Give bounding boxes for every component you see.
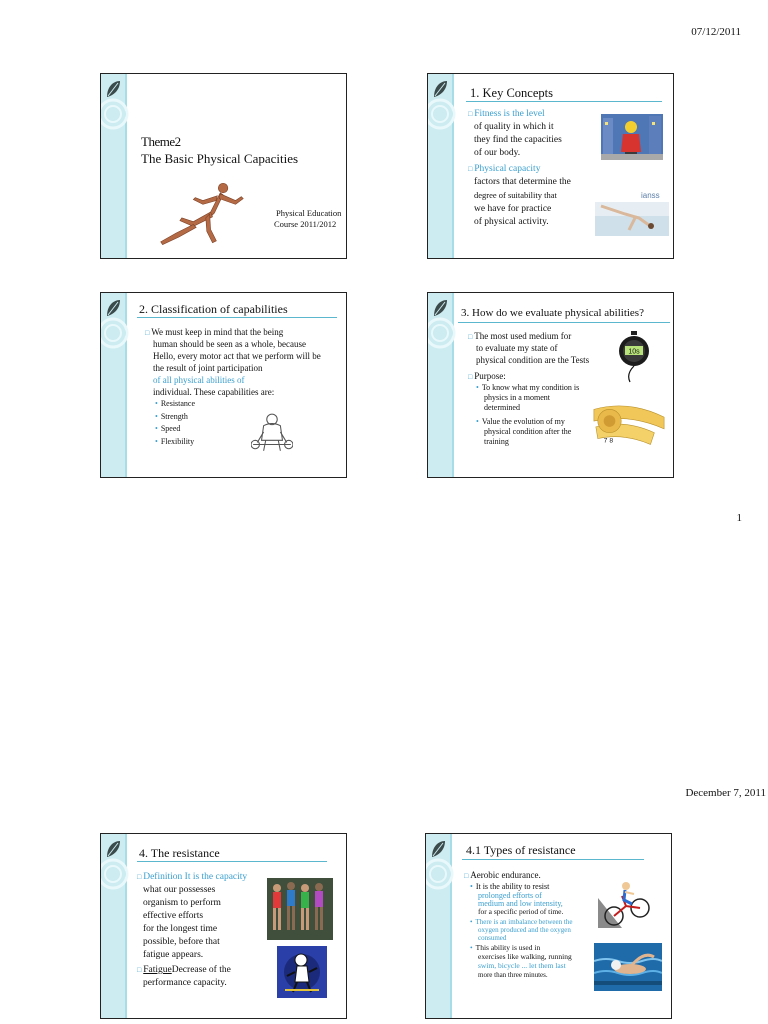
bullet-2-head-text: Purpose: bbox=[474, 371, 506, 381]
sub-3-line-1-text: This ability is used in bbox=[475, 943, 541, 952]
slide-title: 4.1 Types of resistance bbox=[466, 843, 576, 857]
sub-bullet-1-line-2: physics in a moment bbox=[484, 393, 550, 402]
slide-title-line2: The Basic Physical Capacities bbox=[141, 151, 299, 166]
runner-anatomy-image bbox=[153, 177, 249, 249]
square-bullet-icon: □ bbox=[145, 329, 150, 337]
sub-1-line-1: • It is the ability to resist bbox=[470, 882, 550, 891]
gymnast-image bbox=[595, 188, 669, 236]
header-date: 07/12/2011 bbox=[691, 26, 741, 38]
sub-3-line-4: more than three minutes. bbox=[478, 971, 548, 979]
bullet-1-head-text: Fitness is the level bbox=[474, 109, 545, 119]
bullet-2-head bbox=[468, 370, 506, 383]
bullet-1-head bbox=[137, 871, 247, 884]
sub-bullet-2-line-1-text: Value the evolution of my bbox=[481, 417, 565, 426]
bullet-1-head bbox=[468, 108, 545, 121]
square-bullet-icon: □ bbox=[464, 872, 469, 880]
sub-1-line-1-text: It is the ability to resist bbox=[475, 882, 550, 891]
svg-text:ianss: ianss bbox=[641, 191, 660, 200]
para-line-1-text: We must keep in mind that the being bbox=[151, 327, 284, 337]
list-item-label: Strength bbox=[160, 412, 188, 421]
slide-1 bbox=[100, 73, 347, 259]
square-bullet-icon: □ bbox=[468, 333, 473, 341]
para-line-4: the result of joint participation bbox=[153, 363, 263, 373]
para-line-2: human should be seen as a whole, because bbox=[153, 339, 306, 349]
sub-bullet-1-line-3: determined bbox=[484, 403, 520, 412]
bullet-2-line-4: of physical activity. bbox=[474, 217, 549, 227]
slide-title: 4. The resistance bbox=[139, 846, 220, 860]
title-rule bbox=[466, 101, 662, 102]
tape-measure-image bbox=[590, 399, 668, 447]
slide-4 bbox=[427, 292, 674, 478]
sub-3-line-3: swim, bicycle ... let them last bbox=[478, 961, 566, 970]
sub-bullet-1-line-1-text: To know what my condition is bbox=[481, 383, 580, 392]
sub-bullet-2-line-3: training bbox=[484, 437, 509, 446]
square-bullet-icon: □ bbox=[468, 110, 473, 118]
sub-3-line-1: • This ability is used in bbox=[470, 943, 541, 952]
weightlifter-sketch-image bbox=[251, 411, 293, 455]
bullet-1-line-2: organism to perform bbox=[143, 898, 221, 908]
list-item-resistance: • Resistance bbox=[155, 399, 196, 408]
title-rule bbox=[137, 317, 337, 318]
sub-bullet-2-line-2: physical condition after the bbox=[484, 427, 572, 436]
head-bullet-text: Aerobic endurance. bbox=[470, 870, 541, 880]
slide-6 bbox=[425, 833, 672, 1019]
slide-subtitle-line2: Course 2011/2012 bbox=[274, 219, 337, 229]
bullet-1-line-3: effective efforts bbox=[143, 911, 204, 921]
bullet-2-head-text: Physical capacity bbox=[474, 164, 541, 174]
square-bullet-icon: □ bbox=[137, 966, 142, 974]
sub-2-line-1: • There is an imbalance between the bbox=[470, 918, 573, 926]
list-item-label: Resistance bbox=[160, 399, 196, 408]
title-rule bbox=[462, 859, 644, 860]
swimmer-image bbox=[594, 942, 662, 992]
sub-bullet-1-line-1: • To know what my condition is bbox=[476, 383, 580, 392]
bullet-2-head bbox=[137, 964, 231, 977]
bullet-1-line-5: possible, before that bbox=[143, 937, 220, 947]
page-number: 1 bbox=[736, 512, 742, 524]
bullet-1-line-4: for the longest time bbox=[143, 924, 218, 934]
bullet-1-line-3: physical condition are the Tests bbox=[476, 355, 590, 365]
title-rule bbox=[137, 861, 327, 862]
header-date-2: December 7, 2011 bbox=[685, 787, 766, 799]
cyclist-cartoon-image bbox=[598, 878, 654, 928]
bullet-1-line-1: of quality in which it bbox=[474, 122, 554, 132]
square-bullet-icon: □ bbox=[137, 873, 142, 881]
swirl-icon bbox=[100, 94, 133, 134]
sub-bullet-2-line-1: • Value the evolution of my bbox=[476, 417, 565, 426]
bullet-1-line-3: of our body. bbox=[474, 148, 521, 158]
bullet-2-head-rest: Decrease of the bbox=[171, 965, 231, 975]
slide-title: 2. Classification of capabilities bbox=[139, 302, 288, 316]
sub-3-line-2: exercises like walking, running bbox=[478, 952, 572, 961]
bullet-1-line-1: what our possesses bbox=[143, 885, 216, 895]
list-item-label: Speed bbox=[160, 424, 181, 433]
sub-2-line-3: consumed bbox=[478, 934, 507, 942]
sub-1-line-4: for a specific period of time. bbox=[478, 907, 564, 916]
slide-3 bbox=[100, 292, 347, 478]
sub-2-line-2: oxygen produced and the oxygen bbox=[478, 926, 571, 934]
stopwatch-display: 10s bbox=[628, 348, 640, 356]
sub-2-line-1-text: There is an imbalance between the bbox=[475, 918, 573, 926]
bullet-2-line-2: degree of suitability that bbox=[474, 190, 557, 200]
title-rule bbox=[458, 322, 670, 323]
bullet-1-line-6: fatigue appears. bbox=[143, 950, 204, 960]
tired-runner-cartoon-image bbox=[277, 946, 327, 998]
bullet-1-head-text: Definition It is the capacity bbox=[143, 872, 248, 882]
swirl-icon bbox=[427, 313, 460, 353]
head-bullet bbox=[464, 869, 541, 882]
bullet-2-line-2: performance capacity. bbox=[143, 978, 227, 988]
bullet-2-line-1: factors that determine the bbox=[474, 177, 571, 187]
bullet-1-line-2: they find the capacities bbox=[474, 135, 562, 145]
slide-2 bbox=[427, 73, 674, 259]
slide-title: 3. How do we evaluate physical abilities? bbox=[461, 307, 644, 319]
list-item-strength: • Strength bbox=[155, 412, 188, 421]
para-line-6: individual. These capabilities are: bbox=[153, 387, 275, 397]
bullet-1-line-2: to evaluate my state of bbox=[476, 343, 558, 353]
cartoon-athlete-image bbox=[601, 114, 663, 160]
square-bullet-icon: □ bbox=[468, 165, 473, 173]
sub-1-cyan-1: prolonged efforts of bbox=[478, 891, 542, 900]
stopwatch-icon bbox=[616, 330, 652, 384]
slide-subtitle-line1: Physical Education bbox=[276, 208, 342, 218]
runners-group-image bbox=[267, 878, 333, 940]
list-item-speed: • Speed bbox=[155, 424, 181, 433]
list-item-label: Flexibility bbox=[160, 437, 195, 446]
svg-text:7 8: 7 8 bbox=[603, 437, 614, 445]
slide-title-line1: Theme2 bbox=[141, 134, 181, 149]
bullet-2-head bbox=[468, 163, 540, 176]
bullet-2-line-3: we have for practice bbox=[474, 204, 552, 214]
slide-5 bbox=[100, 833, 347, 1019]
para-highlight: of all physical abilities of bbox=[153, 375, 245, 385]
bullet-1-line-1-text: The most used medium for bbox=[474, 331, 572, 341]
swirl-icon bbox=[100, 854, 133, 894]
fatigue-word: Fatigue bbox=[143, 965, 172, 975]
swirl-icon bbox=[427, 94, 460, 134]
slide-title: 1. Key Concepts bbox=[470, 86, 553, 100]
list-item-flexibility: • Flexibility bbox=[155, 437, 195, 446]
swirl-icon bbox=[425, 854, 458, 894]
para-line-3: Hello, every motor act that we perform will be bbox=[153, 351, 321, 361]
square-bullet-icon: □ bbox=[468, 373, 473, 381]
swirl-icon bbox=[100, 313, 133, 353]
sub-1-cyan-2: medium and low intensity, bbox=[478, 899, 563, 908]
